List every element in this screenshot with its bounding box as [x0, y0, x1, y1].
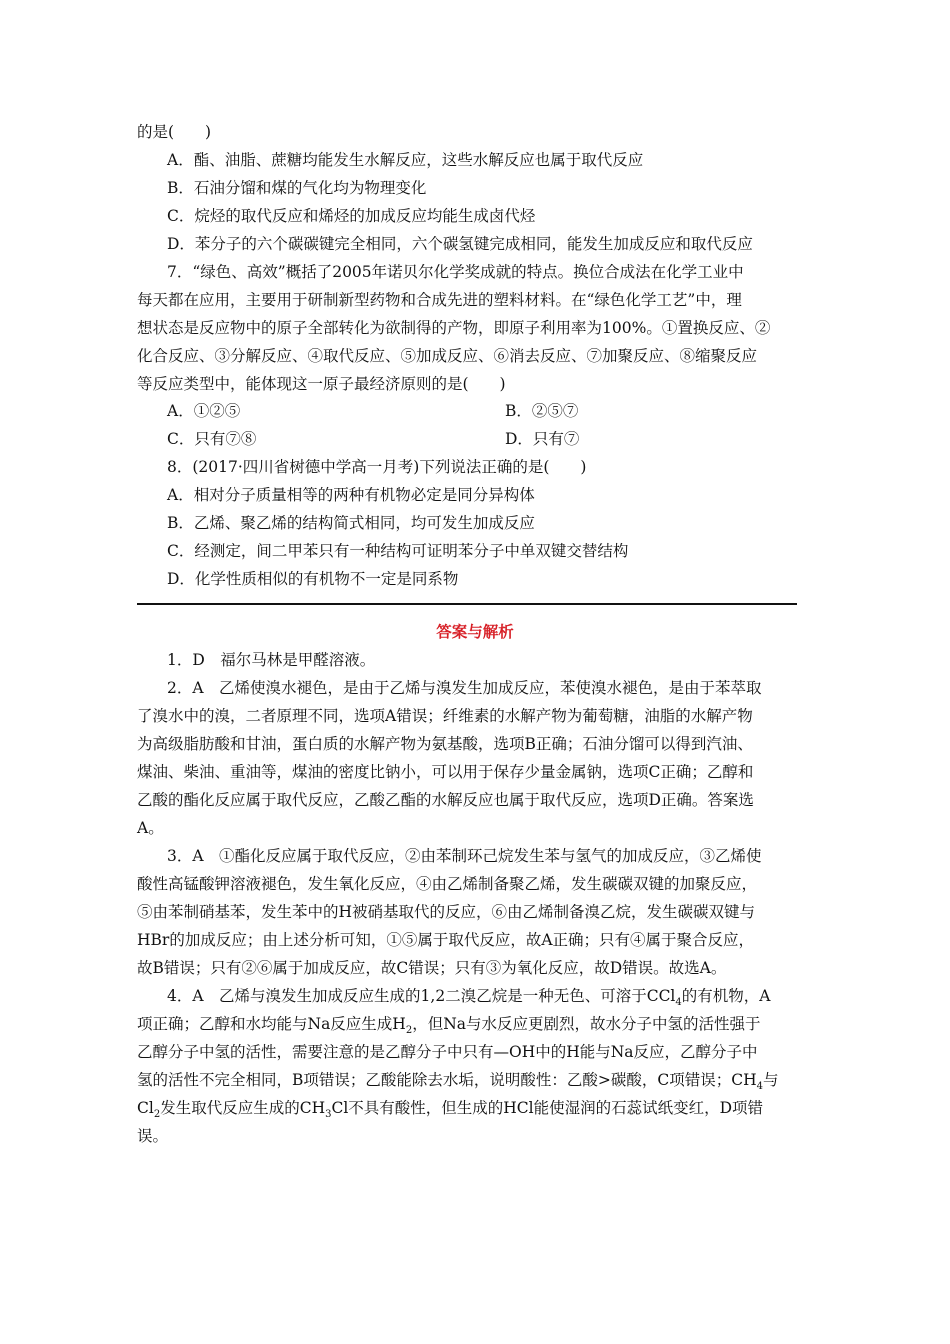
q7-option-d: D．只有⑦	[505, 430, 580, 448]
q8-stem: 8．(2017·四川省树德中学高一月考)下列说法正确的是( )	[167, 458, 587, 476]
q7-option-a: A．①②⑤	[167, 402, 241, 420]
answer-4-line: 氢的活性不完全相同，B项错误；乙酸能除去水垢，说明酸性：乙酸>碳酸，C项错误；$CH_4$与	[137, 1071, 779, 1093]
option-a: A．酯、油脂、蔗糖均能发生水解反应，这些水解反应也属于取代反应	[167, 151, 644, 169]
section-divider	[137, 603, 797, 605]
q8-option-a: A．相对分子质量相等的两种有机物必定是同分异构体	[167, 486, 535, 504]
q7-line: 每天都在应用，主要用于研制新型药物和合成先进的塑料材料。在“绿色化学工艺”中，理	[137, 291, 742, 309]
answer-2-line: A。	[137, 819, 164, 837]
q8-option-c: C．经测定，间二甲苯只有一种结构可证明苯分子中单双键交替结构	[167, 542, 629, 560]
q7-line: 想状态是反应物中的原子全部转化为欲制得的产物，即原子利用率为100%。①置换反应、②	[137, 319, 771, 337]
answer-4-line: 误。	[137, 1127, 169, 1145]
answer-1: 1．D 福尔马林是甲醛溶液。	[167, 651, 376, 669]
answer-3-line: ⑤由苯制硝基苯，发生苯中的H被硝基取代的反应，⑥由乙烯制备溴乙烷，发生碳碳双键与	[137, 903, 756, 921]
answer-2-line: 煤油、柴油、重油等，煤油的密度比钠小，可以用于保存少量金属钠，选项C正确；乙醇和	[137, 763, 754, 781]
answer-2-line: 了溴水中的溴，二者原理不同，选项A错误；纤维素的水解产物为葡萄糖，油脂的水解产物	[137, 707, 753, 725]
answer-2-line: 为高级脂肪酸和甘油，蛋白质的水解产物为氨基酸，选项B正确；石油分馏可以得到汽油、	[137, 735, 753, 753]
option-d: D．苯分子的六个碳碳键完全相同，六个碳氢键完成相同，能发生加成反应和取代反应	[167, 235, 753, 253]
answer-3-line: HBr的加成反应；由上述分析可知，①⑤属于取代反应，故A正确；只有④属于聚合反应，	[137, 931, 755, 949]
answer-3-line: 故B错误；只有②⑥属于加成反应，故C错误；只有③为氧化反应，故D错误。故选A。	[137, 959, 727, 977]
answer-4-line: $Cl_2$发生取代反应生成的$CH_3Cl$不具有酸性，但生成的HCl能使湿润的石蕊试纸变红，D项错	[137, 1099, 764, 1121]
option-b: B．石油分馏和煤的气化均为物理变化	[167, 179, 427, 197]
option-c: C．烷烃的取代反应和烯烃的加成反应均能生成卤代烃	[167, 207, 536, 225]
answer-2-line: 2．A 乙烯使溴水褪色，是由于乙烯与溴发生加成反应，苯使溴水褪色，是由于苯萃取	[167, 679, 762, 697]
q7-line: 化合反应、③分解反应、④取代反应、⑤加成反应、⑥消去反应、⑦加聚反应、⑧缩聚反应	[137, 347, 758, 365]
answer-3-line: 3．A ①酯化反应属于取代反应，②由苯制环己烷发生苯与氢气的加成反应，③乙烯使	[167, 847, 762, 865]
answer-4-line: 乙醇分子中氢的活性，需要注意的是乙醇分子中只有—OH中的H能与Na反应，乙醇分子中	[137, 1043, 758, 1061]
q7-line: 等反应类型中，能体现这一原子最经济原则的是( )	[137, 375, 506, 393]
q8-option-d: D．化学性质相似的有机物不一定是同系物	[167, 570, 459, 588]
answers-title: 答案与解析	[436, 622, 514, 641]
answer-4-line: 项正确；乙醇和水均能与Na反应生成$H_2$，但Na与水反应更剧烈，故水分子中氢的活性强于	[137, 1015, 761, 1037]
q7-option-b: B．②⑤⑦	[505, 402, 579, 420]
question-stem-tail: 的是( )	[137, 123, 212, 141]
answer-2-line: 乙酸的酯化反应属于取代反应，乙酸乙酯的水解反应也属于取代反应，选项D正确。答案选	[137, 791, 754, 809]
answer-3-line: 酸性高锰酸钾溶液褪色，发生氧化反应，④由乙烯制备聚乙烯，发生碳碳双键的加聚反应，	[137, 875, 758, 893]
answer-4-line: 4．A 乙烯与溴发生加成反应生成的1,2二溴乙烷是一种无色、可溶于CCl$_4$的有机物，A	[167, 987, 771, 1009]
q7-line: 7．“绿色、高效”概括了2005年诺贝尔化学奖成就的特点。换位合成法在化学工业中	[167, 263, 744, 281]
q7-option-c: C．只有⑦⑧	[167, 430, 257, 448]
q8-option-b: B．乙烯、聚乙烯的结构简式相同，均可发生加成反应	[167, 514, 535, 532]
